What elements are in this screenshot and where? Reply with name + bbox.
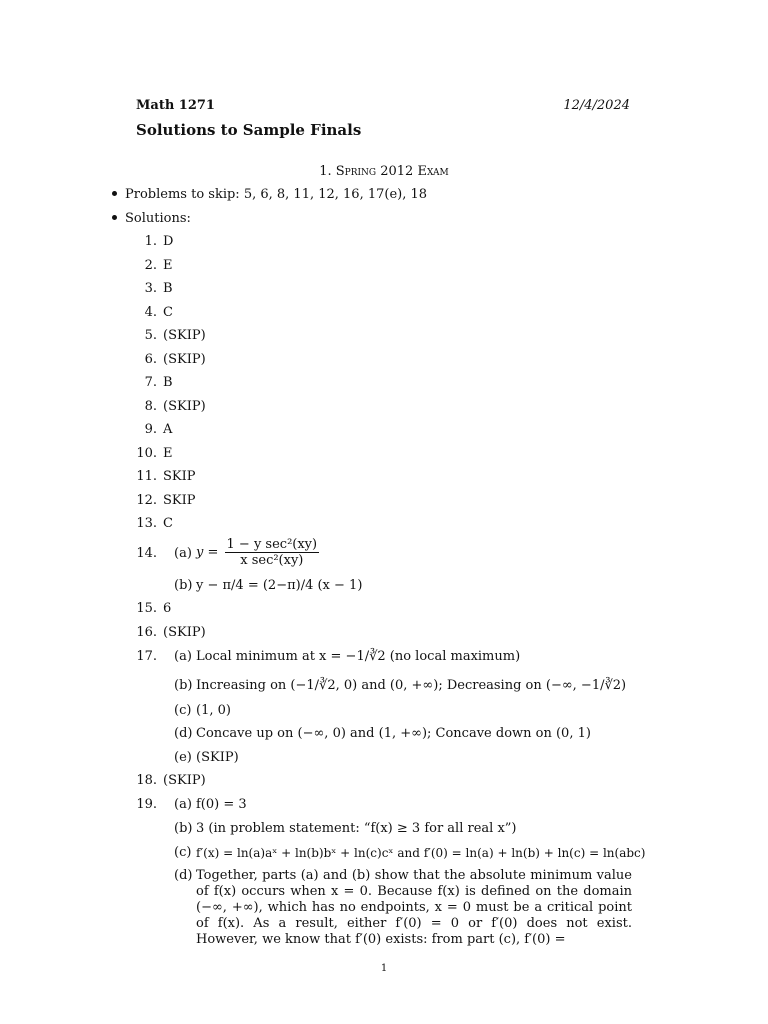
section-heading: 1. Spring 2012 Exam xyxy=(319,164,449,179)
course-label: Math 1271 xyxy=(136,98,215,113)
answer-number: 16. xyxy=(136,625,157,640)
q14-b-label: (b) xyxy=(174,578,193,593)
skip-text: Problems to skip: 5, 6, 8, 11, 12, 16, 17(e), 18 xyxy=(125,187,428,202)
q17-c-label: (c) xyxy=(174,703,192,718)
document-title: Solutions to Sample Finals xyxy=(136,121,362,139)
q19-d-paragraph: Together, parts (a) and (b) show that the absolute minimum value of f(x) occurs when x = 0. Because f(x) is defined on the domain (−∞, +∞), which has no endpoints, x = 0 must be a critical point of f(x). As a result, either f′(0) = 0 or f′(0) does not exist. However, we know that f′(0) exists: from part (c), f′(0) = xyxy=(196,868,632,947)
q17-b-text: Increasing on (−1/∛2, 0) and (0, +∞); Decreasing on (−∞, −1/∛2) xyxy=(196,678,627,693)
q19-b-text: 3 (in problem statement: “f(x) ≥ 3 for all real x”) xyxy=(196,821,517,836)
answer-number: 4. xyxy=(144,305,157,320)
answer-text: 6 xyxy=(163,601,172,616)
q17-d-text: Concave up on (−∞, 0) and (1, +∞); Concave down on (0, 1) xyxy=(196,726,591,741)
bullet-icon xyxy=(112,191,117,196)
answer-text: (SKIP) xyxy=(163,625,206,640)
answer-number: 3. xyxy=(144,281,157,296)
answer-text: B xyxy=(163,375,173,390)
answer-number: 6. xyxy=(144,352,157,367)
answer-text: C xyxy=(163,516,173,531)
answer-number: 18. xyxy=(136,773,157,788)
q19-a-text: f(0) = 3 xyxy=(196,797,247,812)
answer-number: 15. xyxy=(136,601,157,616)
q19-c-label: (c) xyxy=(174,845,192,860)
q14-a-lhs: y = xyxy=(196,545,219,560)
answer-text: D xyxy=(163,234,174,249)
q14-a-denominator: x sec²(xy) xyxy=(240,553,304,568)
answer-number: 13. xyxy=(136,516,157,531)
q19-c-text: f′(x) = ln(a)aˣ + ln(b)bˣ + ln(c)cˣ and f′(0) = ln(a) + ln(b) + ln(c) = ln(abc) xyxy=(196,846,646,860)
answer-text: A xyxy=(163,422,173,437)
q14-a-fraction xyxy=(225,537,320,568)
answer-number: 17. xyxy=(136,649,157,664)
answer-text: B xyxy=(163,281,173,296)
q17-e-text: (SKIP) xyxy=(196,750,239,765)
bullet-skip xyxy=(112,187,427,203)
q14-a-label: (a) xyxy=(174,546,192,561)
q17-a-label: (a) xyxy=(174,649,192,664)
answer-number: 14. xyxy=(136,546,157,561)
answer-text: C xyxy=(163,305,173,320)
q17-a-text: Local minimum at x = −1/∛2 (no local maximum) xyxy=(196,649,521,664)
answer-number: 2. xyxy=(144,258,157,273)
answer-text: (SKIP) xyxy=(163,399,206,414)
date-label: 12/4/2024 xyxy=(563,98,630,113)
q17-b-label: (b) xyxy=(174,678,193,693)
q19-d-label: (d) xyxy=(174,868,193,883)
page-number: 1 xyxy=(380,963,388,974)
answer-text: (SKIP) xyxy=(163,352,206,367)
answer-number: 12. xyxy=(136,493,157,508)
answer-number: 10. xyxy=(136,446,157,461)
answer-text: SKIP xyxy=(163,469,196,484)
answer-number: 1. xyxy=(144,234,157,249)
q14-a-formula xyxy=(196,537,321,568)
answer-text: (SKIP) xyxy=(163,773,206,788)
q19-a-label: (a) xyxy=(174,797,192,812)
q17-c-text: (1, 0) xyxy=(196,703,231,718)
q19-b-label: (b) xyxy=(174,821,193,836)
bullet-icon xyxy=(112,215,117,220)
solutions-text: Solutions: xyxy=(125,211,191,226)
q14-a-numerator: 1 − y sec²(xy) xyxy=(226,537,318,552)
answer-text: (SKIP) xyxy=(163,328,206,343)
answer-number: 11. xyxy=(136,469,157,484)
answer-text: SKIP xyxy=(163,493,196,508)
q17-e-label: (e) xyxy=(174,750,192,765)
bullet-solutions xyxy=(112,211,191,227)
answer-number: 5. xyxy=(144,328,157,343)
answer-number: 8. xyxy=(144,399,157,414)
answer-number: 9. xyxy=(144,422,157,437)
q17-d-label: (d) xyxy=(174,726,193,741)
answer-text: E xyxy=(163,446,173,461)
q14-b-text: y − π/4 = (2−π)/4 (x − 1) xyxy=(196,578,363,593)
answer-number: 7. xyxy=(144,375,157,390)
answer-number: 19. xyxy=(136,797,157,812)
answer-text: E xyxy=(163,258,173,273)
